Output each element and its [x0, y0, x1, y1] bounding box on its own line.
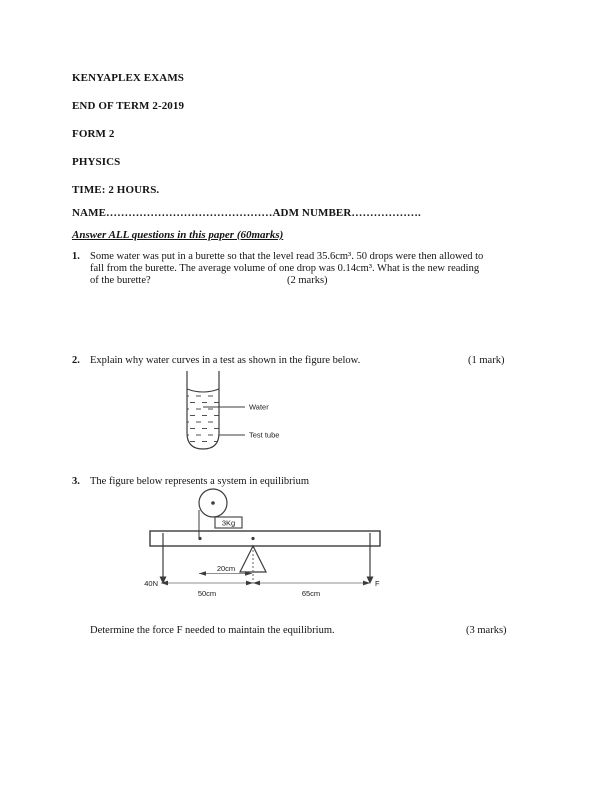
- q3-followup: Determine the force F needed to maintain the equilibrium.: [90, 625, 335, 636]
- dim-20cm-label: 20cm: [216, 564, 236, 573]
- exam-board-title: KENYAPLEX EXAMS: [72, 72, 185, 84]
- form-line: FORM 2: [72, 128, 115, 140]
- water-body: [187, 391, 219, 447]
- water-meniscus: [187, 389, 219, 392]
- term-line: END OF TERM 2-2019: [72, 100, 185, 112]
- dim-arrowhead: [199, 571, 206, 576]
- q2-marks: (1 mark): [468, 355, 505, 366]
- water-label: Water: [249, 402, 269, 412]
- mass-label: 3Kg: [221, 518, 236, 528]
- instruction-line: Answer ALL questions in this paper (60marks): [72, 229, 284, 241]
- left-force-label: 40N: [144, 579, 158, 588]
- pivot-dot: [251, 537, 254, 540]
- test-tube-label: Test tube: [249, 430, 280, 440]
- time-line: TIME: 2 HOURS.: [72, 184, 160, 196]
- string-attachment-dot: [198, 537, 201, 540]
- right-force-label: F: [375, 579, 380, 588]
- dim-65cm-label: 65cm: [301, 589, 321, 598]
- pulley-hub: [211, 501, 215, 505]
- q3-marks: (3 marks): [466, 625, 507, 636]
- q1-text-line: fall from the burette. The average volume of one drop was 0.14cm³. What is the new reading: [90, 263, 480, 274]
- q2-number: 2.: [72, 355, 80, 366]
- q1-text-line: Some water was put in a burette so that the level read 35.6cm³. 50 drops were then allowed to: [90, 251, 484, 262]
- dim-50cm-label: 50cm: [197, 589, 217, 598]
- q3-text: The figure below represents a system in equilibrium: [90, 476, 309, 487]
- q2-text: Explain why water curves in a test as shown in the figure below.: [90, 355, 361, 366]
- subject-line: PHYSICS: [72, 156, 121, 168]
- test-tube-figure: [183, 367, 333, 465]
- equilibrium-figure: [138, 486, 398, 600]
- dim-arrowhead: [246, 581, 253, 586]
- q1-number: 1.: [72, 251, 80, 262]
- dim-arrowhead: [253, 581, 260, 586]
- q3-number: 3.: [72, 476, 80, 487]
- name-adm-line: NAME………………………………………ADM NUMBER……………….: [72, 207, 421, 219]
- beam: [150, 531, 380, 546]
- q1-text-line: of the burette?: [90, 275, 151, 286]
- q1-marks: (2 marks): [287, 275, 328, 286]
